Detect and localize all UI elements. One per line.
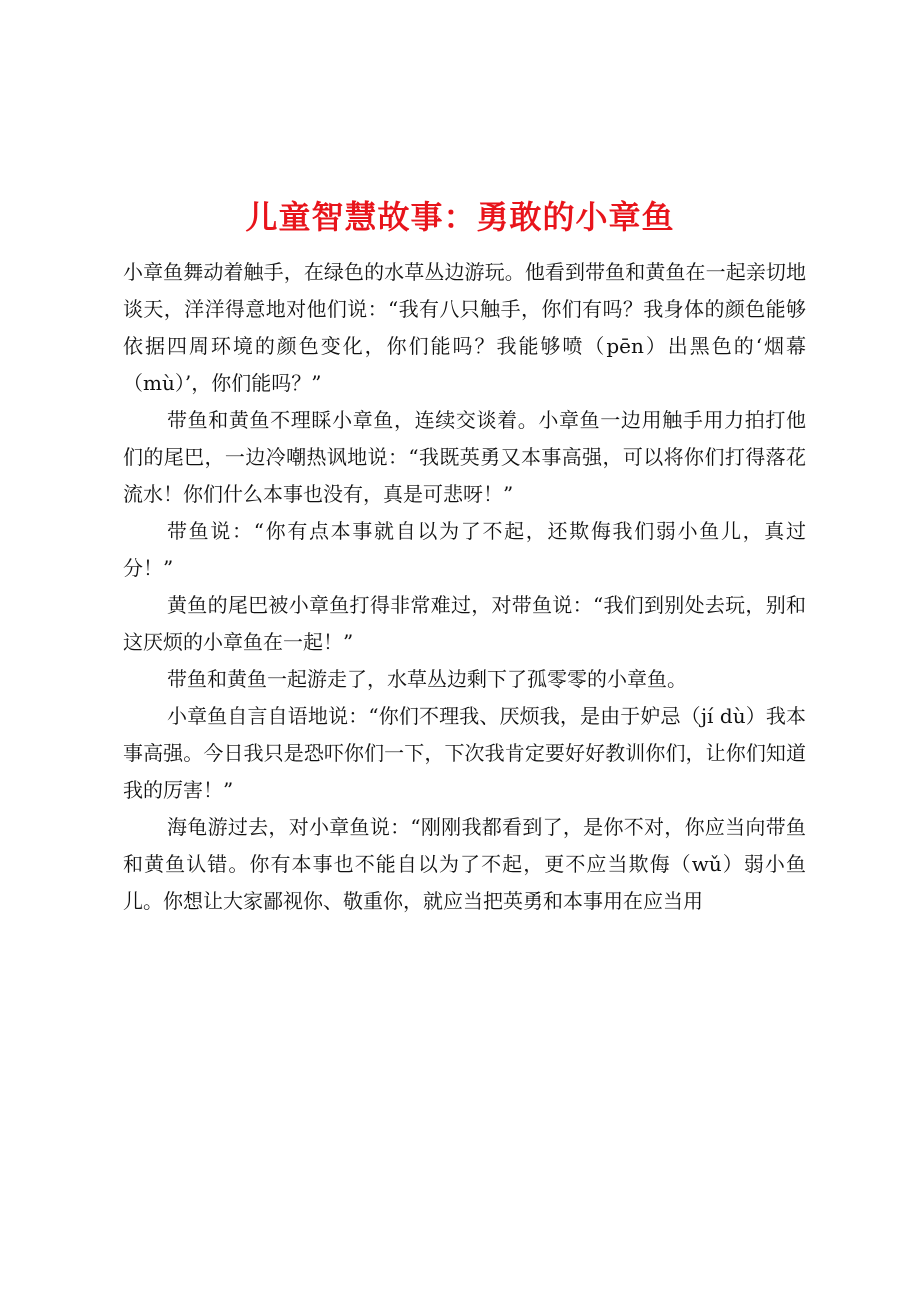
paragraph-3: 带鱼说：“你有点本事就自以为了不起，还欺侮我们弱小鱼儿，真过分！” [123,519,806,580]
paragraph-1: 小章鱼舞动着触手，在绿色的水草丛边游玩。他看到带鱼和黄鱼在一起亲切地谈天，洋洋得意地对他们说：“我有八只触手，你们有吗？我身体的颜色能够依据四周环境的颜色变化，你们能吗？我能够喷（pēn）出黑色的‘烟幕（mù）’，你们能吗？” [123,260,806,395]
paragraph-4: 黄鱼的尾巴被小章鱼打得非常难过，对带鱼说：“我们到别处去玩，别和这厌烦的小章鱼在一起！” [123,593,806,654]
paragraph-7: 海龟游过去，对小章鱼说：“刚刚我都看到了，是你不对，你应当向带鱼和黄鱼认错。你有本事也不能自以为了不起，更不应当欺侮（wǔ）弱小鱼儿。你想让大家鄙视你、敬重你，就应当把英勇和本事用在应当用 [123,815,806,913]
document-title: 儿童智慧故事：勇敢的小章鱼 [245,198,675,236]
paragraph-2: 带鱼和黄鱼不理睬小章鱼，连续交谈着。小章鱼一边用触手用力拍打他们的尾巴，一边冷嘲热讽地说：“我既英勇又本事高强，可以将你们打得落花流水！你们什么本事也没有，真是可悲呀！” [123,408,806,506]
paragraph-5: 带鱼和黄鱼一起游走了，水草丛边剩下了孤零零的小章鱼。 [167,667,687,691]
document-body [123,254,806,920]
paragraph-6: 小章鱼自言自语地说：“你们不理我、厌烦我，是由于妒忌（jí dù）我本事高强。今日我只是恐吓你们一下，下次我肯定要好好教训你们，让你们知道我的厉害！” [123,704,806,802]
